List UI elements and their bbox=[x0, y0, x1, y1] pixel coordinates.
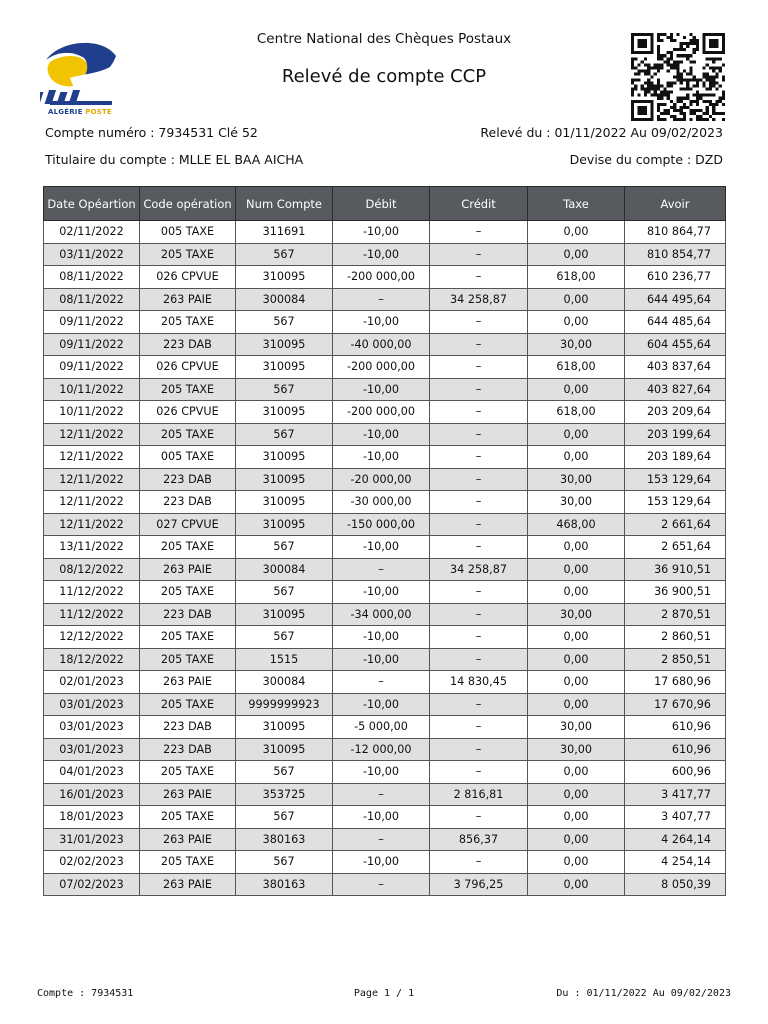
cell-date: 07/02/2023 bbox=[44, 873, 140, 896]
cell-debit: -10,00 bbox=[333, 761, 430, 784]
cell-date: 10/11/2022 bbox=[44, 378, 140, 401]
cell-credit: – bbox=[430, 716, 528, 739]
cell-code: 205 TAXE bbox=[140, 536, 236, 559]
cell-balance: 203 209,64 bbox=[625, 401, 726, 424]
cell-account: 310095 bbox=[236, 356, 333, 379]
cell-code: 027 CPVUE bbox=[140, 513, 236, 536]
table-row bbox=[44, 243, 726, 266]
cell-balance: 610 236,77 bbox=[625, 266, 726, 289]
cell-date: 11/12/2022 bbox=[44, 581, 140, 604]
cell-code: 205 TAXE bbox=[140, 851, 236, 874]
cell-tax: 468,00 bbox=[528, 513, 625, 536]
cell-tax: 0,00 bbox=[528, 806, 625, 829]
cell-credit: – bbox=[430, 761, 528, 784]
cell-debit: -10,00 bbox=[333, 423, 430, 446]
cell-balance: 610,96 bbox=[625, 716, 726, 739]
table-row bbox=[44, 851, 726, 874]
cell-debit: -10,00 bbox=[333, 581, 430, 604]
cell-debit: -20 000,00 bbox=[333, 468, 430, 491]
footer-page-number: Page 1 / 1 bbox=[353, 988, 415, 999]
table-row bbox=[44, 626, 726, 649]
cell-debit: -5 000,00 bbox=[333, 716, 430, 739]
cell-account: 567 bbox=[236, 243, 333, 266]
cell-date: 04/01/2023 bbox=[44, 761, 140, 784]
cell-credit: – bbox=[430, 603, 528, 626]
cell-debit: -10,00 bbox=[333, 311, 430, 334]
cell-tax: 30,00 bbox=[528, 716, 625, 739]
cell-account: 567 bbox=[236, 581, 333, 604]
cell-code: 223 DAB bbox=[140, 738, 236, 761]
cell-debit: – bbox=[333, 873, 430, 896]
cell-credit: – bbox=[430, 648, 528, 671]
table-row bbox=[44, 761, 726, 784]
cell-account: 353725 bbox=[236, 783, 333, 806]
table-row bbox=[44, 581, 726, 604]
cell-balance: 2 870,51 bbox=[625, 603, 726, 626]
cell-account: 310095 bbox=[236, 468, 333, 491]
cell-code: 223 DAB bbox=[140, 716, 236, 739]
cell-balance: 644 485,64 bbox=[625, 311, 726, 334]
cell-account: 1515 bbox=[236, 648, 333, 671]
cell-debit: -40 000,00 bbox=[333, 333, 430, 356]
cell-debit: -10,00 bbox=[333, 536, 430, 559]
cell-code: 205 TAXE bbox=[140, 378, 236, 401]
cell-credit: – bbox=[430, 693, 528, 716]
table-row bbox=[44, 738, 726, 761]
table-header-row bbox=[44, 187, 726, 221]
cell-account: 567 bbox=[236, 311, 333, 334]
table-row bbox=[44, 783, 726, 806]
cell-tax: 0,00 bbox=[528, 378, 625, 401]
cell-balance: 203 199,64 bbox=[625, 423, 726, 446]
cell-credit: – bbox=[430, 378, 528, 401]
cell-debit: -12 000,00 bbox=[333, 738, 430, 761]
cell-code: 205 TAXE bbox=[140, 423, 236, 446]
cell-tax: 0,00 bbox=[528, 581, 625, 604]
table-row bbox=[44, 603, 726, 626]
cell-tax: 618,00 bbox=[528, 356, 625, 379]
cell-code: 026 CPVUE bbox=[140, 401, 236, 424]
table-row bbox=[44, 266, 726, 289]
table-row bbox=[44, 423, 726, 446]
cell-date: 03/01/2023 bbox=[44, 693, 140, 716]
cell-tax: 0,00 bbox=[528, 626, 625, 649]
table-row bbox=[44, 828, 726, 851]
account-holder: Titulaire du compte : MLLE EL BAA AICHA bbox=[45, 152, 304, 167]
cell-account: 567 bbox=[236, 851, 333, 874]
cell-date: 03/01/2023 bbox=[44, 738, 140, 761]
cell-balance: 153 129,64 bbox=[625, 491, 726, 514]
table-row bbox=[44, 513, 726, 536]
cell-code: 026 CPVUE bbox=[140, 356, 236, 379]
cell-tax: 30,00 bbox=[528, 333, 625, 356]
cell-balance: 600,96 bbox=[625, 761, 726, 784]
cell-credit: – bbox=[430, 446, 528, 469]
cell-account: 310095 bbox=[236, 333, 333, 356]
account-number: Compte numéro : 7934531 Clé 52 bbox=[45, 125, 258, 140]
cell-balance: 810 854,77 bbox=[625, 243, 726, 266]
cell-balance: 4 264,14 bbox=[625, 828, 726, 851]
cell-code: 205 TAXE bbox=[140, 693, 236, 716]
table-row bbox=[44, 401, 726, 424]
statement-period: Relevé du : 01/11/2022 Au 09/02/2023 bbox=[480, 125, 723, 140]
cell-account: 567 bbox=[236, 536, 333, 559]
cell-debit: – bbox=[333, 828, 430, 851]
org-name: Centre National des Chèques Postaux bbox=[256, 31, 512, 47]
cell-debit: -10,00 bbox=[333, 221, 430, 244]
cell-balance: 36 900,51 bbox=[625, 581, 726, 604]
cell-date: 12/11/2022 bbox=[44, 491, 140, 514]
column-header-tax: Taxe bbox=[528, 187, 625, 221]
table-row bbox=[44, 378, 726, 401]
cell-date: 02/11/2022 bbox=[44, 221, 140, 244]
cell-debit: -200 000,00 bbox=[333, 266, 430, 289]
transactions-table bbox=[43, 186, 726, 896]
cell-account: 300084 bbox=[236, 288, 333, 311]
cell-debit: -30 000,00 bbox=[333, 491, 430, 514]
cell-credit: 3 796,25 bbox=[430, 873, 528, 896]
cell-credit: 34 258,87 bbox=[430, 288, 528, 311]
table-row bbox=[44, 693, 726, 716]
cell-tax: 0,00 bbox=[528, 783, 625, 806]
cell-balance: 2 860,51 bbox=[625, 626, 726, 649]
cell-credit: – bbox=[430, 581, 528, 604]
footer-account: Compte : 7934531 bbox=[37, 988, 134, 999]
cell-credit: 856,37 bbox=[430, 828, 528, 851]
cell-code: 005 TAXE bbox=[140, 446, 236, 469]
cell-date: 10/11/2022 bbox=[44, 401, 140, 424]
cell-tax: 0,00 bbox=[528, 288, 625, 311]
cell-debit: -10,00 bbox=[333, 851, 430, 874]
column-header-credit: Crédit bbox=[430, 187, 528, 221]
cell-tax: 0,00 bbox=[528, 423, 625, 446]
cell-code: 223 DAB bbox=[140, 468, 236, 491]
cell-date: 03/01/2023 bbox=[44, 716, 140, 739]
cell-balance: 810 864,77 bbox=[625, 221, 726, 244]
cell-date: 08/11/2022 bbox=[44, 266, 140, 289]
cell-debit: -34 000,00 bbox=[333, 603, 430, 626]
cell-date: 18/01/2023 bbox=[44, 806, 140, 829]
table-row bbox=[44, 468, 726, 491]
cell-account: 310095 bbox=[236, 491, 333, 514]
cell-credit: – bbox=[430, 536, 528, 559]
cell-account: 567 bbox=[236, 626, 333, 649]
cell-credit: – bbox=[430, 806, 528, 829]
cell-tax: 0,00 bbox=[528, 671, 625, 694]
cell-account: 310095 bbox=[236, 738, 333, 761]
cell-code: 223 DAB bbox=[140, 491, 236, 514]
cell-account: 310095 bbox=[236, 603, 333, 626]
cell-date: 02/02/2023 bbox=[44, 851, 140, 874]
cell-debit: -10,00 bbox=[333, 626, 430, 649]
cell-tax: 0,00 bbox=[528, 536, 625, 559]
cell-credit: – bbox=[430, 851, 528, 874]
cell-date: 12/12/2022 bbox=[44, 626, 140, 649]
cell-date: 03/11/2022 bbox=[44, 243, 140, 266]
cell-credit: – bbox=[430, 333, 528, 356]
cell-code: 205 TAXE bbox=[140, 243, 236, 266]
cell-account: 380163 bbox=[236, 828, 333, 851]
footer-period: Du : 01/11/2022 Au 09/02/2023 bbox=[556, 988, 731, 999]
qr-code-icon bbox=[631, 33, 725, 121]
cell-tax: 0,00 bbox=[528, 761, 625, 784]
cell-credit: 2 816,81 bbox=[430, 783, 528, 806]
cell-tax: 0,00 bbox=[528, 221, 625, 244]
cell-code: 205 TAXE bbox=[140, 648, 236, 671]
column-header-account: Num Compte bbox=[236, 187, 333, 221]
cell-balance: 644 495,64 bbox=[625, 288, 726, 311]
cell-balance: 3 417,77 bbox=[625, 783, 726, 806]
cell-tax: 618,00 bbox=[528, 401, 625, 424]
cell-date: 08/11/2022 bbox=[44, 288, 140, 311]
cell-debit: – bbox=[333, 558, 430, 581]
cell-debit: -200 000,00 bbox=[333, 401, 430, 424]
cell-account: 300084 bbox=[236, 558, 333, 581]
cell-code: 205 TAXE bbox=[140, 626, 236, 649]
column-header-code: Code opération bbox=[140, 187, 236, 221]
cell-code: 223 DAB bbox=[140, 333, 236, 356]
cell-balance: 17 670,96 bbox=[625, 693, 726, 716]
cell-tax: 0,00 bbox=[528, 873, 625, 896]
cell-debit: -10,00 bbox=[333, 446, 430, 469]
cell-code: 005 TAXE bbox=[140, 221, 236, 244]
table-row bbox=[44, 446, 726, 469]
table-row bbox=[44, 648, 726, 671]
cell-debit: -10,00 bbox=[333, 806, 430, 829]
cell-credit: – bbox=[430, 243, 528, 266]
cell-balance: 604 455,64 bbox=[625, 333, 726, 356]
cell-account: 310095 bbox=[236, 513, 333, 536]
cell-account: 567 bbox=[236, 761, 333, 784]
table-row bbox=[44, 356, 726, 379]
cell-date: 12/11/2022 bbox=[44, 423, 140, 446]
cell-tax: 0,00 bbox=[528, 693, 625, 716]
cell-tax: 0,00 bbox=[528, 648, 625, 671]
cell-account: 300084 bbox=[236, 671, 333, 694]
cell-balance: 36 910,51 bbox=[625, 558, 726, 581]
table-row bbox=[44, 806, 726, 829]
cell-date: 12/11/2022 bbox=[44, 446, 140, 469]
cell-balance: 403 827,64 bbox=[625, 378, 726, 401]
cell-balance: 203 189,64 bbox=[625, 446, 726, 469]
cell-debit: – bbox=[333, 783, 430, 806]
cell-code: 263 PAIE bbox=[140, 783, 236, 806]
cell-balance: 2 850,51 bbox=[625, 648, 726, 671]
cell-code: 263 PAIE bbox=[140, 671, 236, 694]
cell-credit: – bbox=[430, 491, 528, 514]
cell-credit: 34 258,87 bbox=[430, 558, 528, 581]
cell-account: 567 bbox=[236, 378, 333, 401]
cell-tax: 0,00 bbox=[528, 446, 625, 469]
cell-date: 11/12/2022 bbox=[44, 603, 140, 626]
column-header-balance: Avoir bbox=[625, 187, 726, 221]
cell-debit: -150 000,00 bbox=[333, 513, 430, 536]
table-row bbox=[44, 671, 726, 694]
cell-tax: 618,00 bbox=[528, 266, 625, 289]
page-title: Relevé de compte CCP bbox=[281, 66, 487, 87]
cell-tax: 30,00 bbox=[528, 603, 625, 626]
cell-balance: 2 661,64 bbox=[625, 513, 726, 536]
cell-debit: -10,00 bbox=[333, 378, 430, 401]
cell-account: 310095 bbox=[236, 716, 333, 739]
cell-account: 567 bbox=[236, 806, 333, 829]
cell-debit: -10,00 bbox=[333, 648, 430, 671]
cell-tax: 30,00 bbox=[528, 738, 625, 761]
cell-balance: 8 050,39 bbox=[625, 873, 726, 896]
cell-tax: 0,00 bbox=[528, 243, 625, 266]
cell-code: 263 PAIE bbox=[140, 288, 236, 311]
column-header-date: Date Opéartion bbox=[44, 187, 140, 221]
cell-tax: 0,00 bbox=[528, 311, 625, 334]
cell-tax: 0,00 bbox=[528, 851, 625, 874]
cell-credit: – bbox=[430, 738, 528, 761]
cell-account: 567 bbox=[236, 423, 333, 446]
table-row bbox=[44, 491, 726, 514]
cell-credit: 14 830,45 bbox=[430, 671, 528, 694]
cell-code: 205 TAXE bbox=[140, 806, 236, 829]
cell-date: 02/01/2023 bbox=[44, 671, 140, 694]
cell-balance: 403 837,64 bbox=[625, 356, 726, 379]
cell-debit: -10,00 bbox=[333, 243, 430, 266]
table-row bbox=[44, 873, 726, 896]
cell-date: 09/11/2022 bbox=[44, 333, 140, 356]
cell-date: 18/12/2022 bbox=[44, 648, 140, 671]
cell-account: 310095 bbox=[236, 266, 333, 289]
cell-balance: 153 129,64 bbox=[625, 468, 726, 491]
cell-balance: 2 651,64 bbox=[625, 536, 726, 559]
cell-credit: – bbox=[430, 626, 528, 649]
cell-credit: – bbox=[430, 221, 528, 244]
account-currency: Devise du compte : DZD bbox=[569, 152, 723, 167]
cell-credit: – bbox=[430, 356, 528, 379]
cell-account: 380163 bbox=[236, 873, 333, 896]
cell-tax: 0,00 bbox=[528, 558, 625, 581]
cell-code: 223 DAB bbox=[140, 603, 236, 626]
cell-account: 9999999923 bbox=[236, 693, 333, 716]
cell-debit: – bbox=[333, 288, 430, 311]
cell-code: 263 PAIE bbox=[140, 558, 236, 581]
cell-code: 026 CPVUE bbox=[140, 266, 236, 289]
cell-balance: 3 407,77 bbox=[625, 806, 726, 829]
cell-code: 263 PAIE bbox=[140, 873, 236, 896]
table-row bbox=[44, 288, 726, 311]
cell-tax: 0,00 bbox=[528, 828, 625, 851]
cell-account: 311691 bbox=[236, 221, 333, 244]
table-row bbox=[44, 221, 726, 244]
cell-date: 12/11/2022 bbox=[44, 513, 140, 536]
table-row bbox=[44, 311, 726, 334]
cell-debit: – bbox=[333, 671, 430, 694]
cell-credit: – bbox=[430, 513, 528, 536]
cell-date: 08/12/2022 bbox=[44, 558, 140, 581]
cell-date: 31/01/2023 bbox=[44, 828, 140, 851]
cell-code: 263 PAIE bbox=[140, 828, 236, 851]
cell-date: 09/11/2022 bbox=[44, 356, 140, 379]
cell-date: 13/11/2022 bbox=[44, 536, 140, 559]
cell-date: 16/01/2023 bbox=[44, 783, 140, 806]
column-header-debit: Débit bbox=[333, 187, 430, 221]
cell-tax: 30,00 bbox=[528, 491, 625, 514]
cell-credit: – bbox=[430, 423, 528, 446]
cell-code: 205 TAXE bbox=[140, 581, 236, 604]
cell-date: 09/11/2022 bbox=[44, 311, 140, 334]
cell-credit: – bbox=[430, 266, 528, 289]
cell-balance: 4 254,14 bbox=[625, 851, 726, 874]
logo-wordmark: ALGÉRIE POSTE bbox=[48, 108, 112, 116]
cell-credit: – bbox=[430, 468, 528, 491]
cell-credit: – bbox=[430, 401, 528, 424]
cell-account: 310095 bbox=[236, 401, 333, 424]
cell-code: 205 TAXE bbox=[140, 761, 236, 784]
cell-balance: 610,96 bbox=[625, 738, 726, 761]
cell-debit: -10,00 bbox=[333, 693, 430, 716]
table-row bbox=[44, 716, 726, 739]
cell-code: 205 TAXE bbox=[140, 311, 236, 334]
cell-account: 310095 bbox=[236, 446, 333, 469]
table-row bbox=[44, 333, 726, 356]
cell-tax: 30,00 bbox=[528, 468, 625, 491]
table-row bbox=[44, 536, 726, 559]
cell-credit: – bbox=[430, 311, 528, 334]
cell-date: 12/11/2022 bbox=[44, 468, 140, 491]
cell-debit: -200 000,00 bbox=[333, 356, 430, 379]
cell-balance: 17 680,96 bbox=[625, 671, 726, 694]
table-row bbox=[44, 558, 726, 581]
